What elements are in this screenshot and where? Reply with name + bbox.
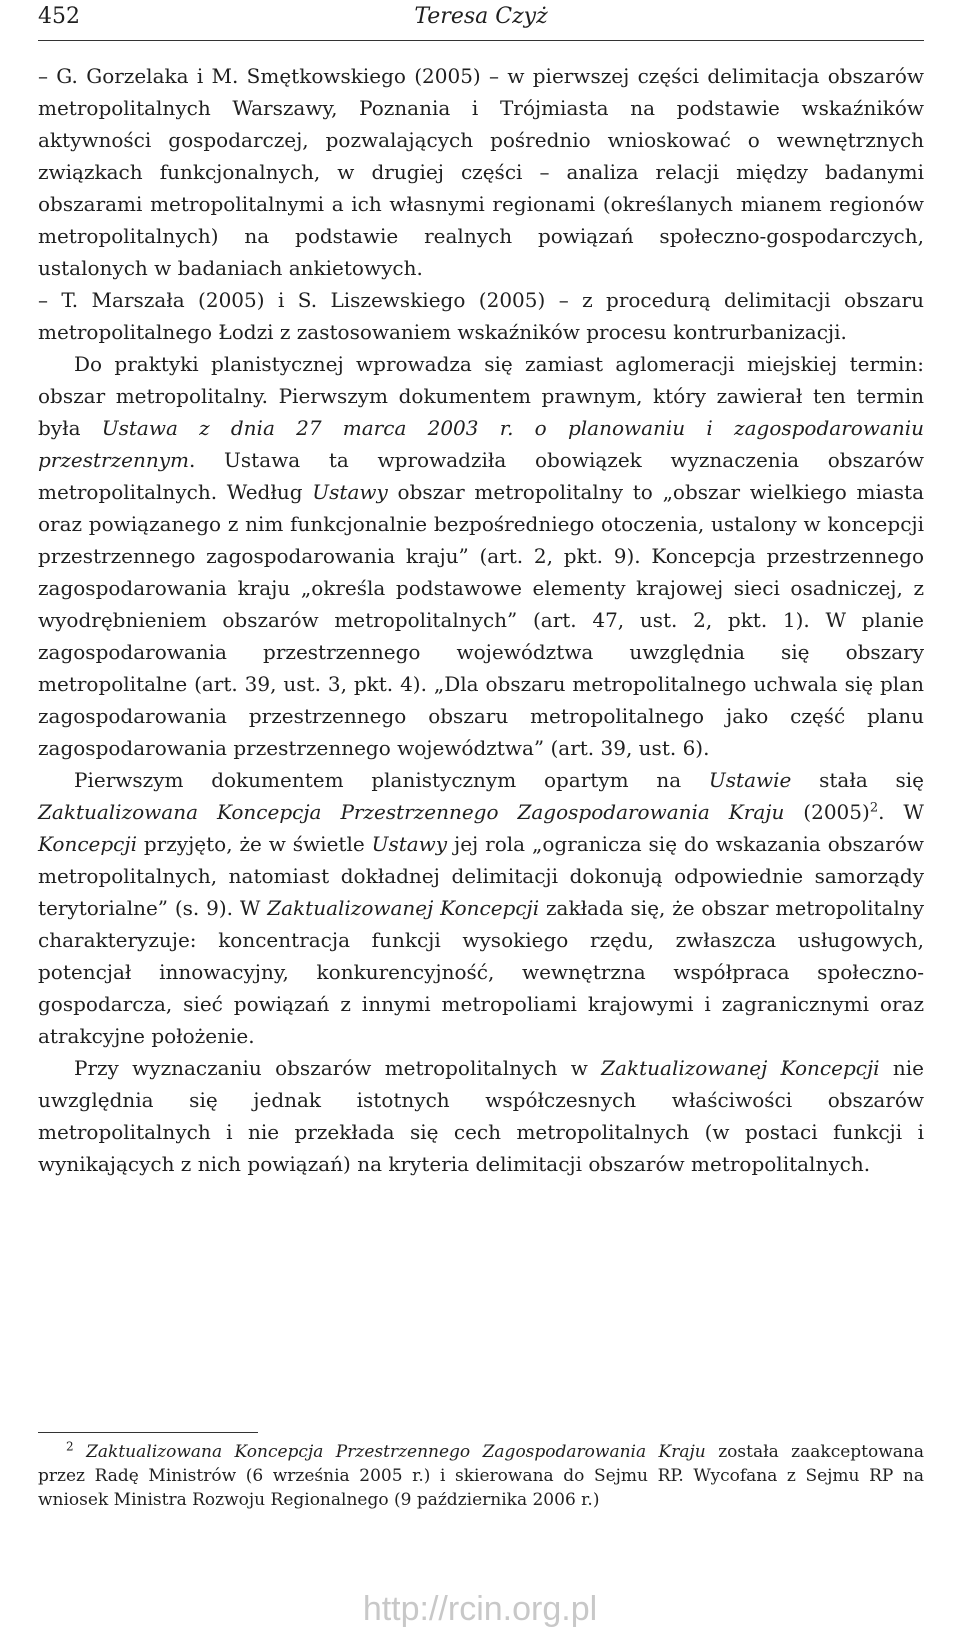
- paragraph-gorzelak: – G. Gorzelaka i M. Smętkowskiego (2005) – w pierwszej części delimitacja obszarów metropolitalnych Warszawy, Poznania i Trójmiasta na podstawie wskaźników aktywności gospodarczej, pozwalających pośrednio wnioskować o wewnętrznych związkach funkcjonalnych, w drugiej części – analiza relacji między badanymi obszarami metropolitalnymi a ich własnymi regionami (określanych mianem regionów metropolitalnych) na podstawie realnych powiązań społeczno-gospodarczych, ustalonych w badaniach ankietowych.: [38, 64, 924, 280]
- paragraph-delimitation-criteria: Przy wyznaczaniu obszarów metropolitalnych w Zaktualizowanej Koncepcji nie uwzględnia się jednak istotnych współczesnych właściwości obszarów metropolitalnych i nie przekłada się cech metropolitalnych (w postaci funkcji i wynikających z nich powiązań) na kryteria delimitacji obszarów metropolitalnych.: [38, 1056, 924, 1176]
- concept-title: Zaktualizowana Koncepcja Przestrzennego Zagospodarowania Kraju: [38, 800, 785, 824]
- law-title: Ustawa z dnia 27 marca 2003 r. o planowaniu i zagospodarowaniu przestrzennym: [38, 416, 924, 472]
- footnote-rule: [38, 1432, 258, 1433]
- footnote-mark: 2: [66, 1439, 74, 1454]
- body-text: [38, 60, 924, 1180]
- source-watermark: http://rcin.org.pl: [362, 1590, 598, 1628]
- page-number: 452: [38, 4, 80, 29]
- paragraph-marszal: – T. Marszała (2005) i S. Liszewskiego (2005) – z procedurą delimitacji obszaru metropolitalnego Łodzi z zastosowaniem wskaźników procesu kontrurbanizacji.: [38, 288, 924, 344]
- running-head-author: Teresa Czyż: [414, 4, 548, 29]
- footnote-reference: 2: [869, 800, 879, 816]
- paragraph-first-planning-document: Pierwszym dokumentem planistycznym opartym na Ustawie stała się Zaktualizowana Koncepcja Przestrzennego Zagospodarowania Kraju $(2005)^2$. W Koncepcji przyjęto, że w świetle Ustawy jej rola „ogranicza się do wskazania obszarów metropolitalnych, natomiast dokładnej delimitacji dokonują odpowiednie samorządy terytorialne” (s. 9). W Zaktualizowanej Koncepcji zakłada się, że obszar metropolitalny charakteryzuje: koncentracja funkcji wysokiego rzędu, zwłaszcza usługowych, potencjał innowacyjny, konkurencyjność, wewnętrzna współpraca społeczno-gospodarcza, sieć powiązań z innymi metropoliami krajowymi i zagranicznymi oraz atrakcyjne położenie.: [38, 768, 925, 1048]
- paragraph-planning-practice: Do praktyki planistycznej wprowadza się zamiast aglomeracji miejskiej termin: obszar metropolitalny. Pierwszym dokumentem prawnym, który zawierał ten termin była Ustawa z dnia 27 marca 2003 r. o planowaniu i zagospodarowaniu przestrzennym. Ustawa ta wprowadziła obowiązek wyznaczenia obszarów metropolitalnych. Według Ustawy obszar metropolitalny to „obszar wielkiego miasta oraz powiązanego z nim funkcjonalnie bezpośredniego otoczenia, ustalony w koncepcji przestrzennego zagospodarowania kraju” (art. 2, pkt. 9). Koncepcja przestrzennego zagospodarowania kraju „określa podstawowe elementy krajowej sieci osadniczej, z wyodrębnieniem obszarów metropolitalnych” (art. 47, ust. 2, pkt. 1). W planie zagospodarowania przestrzennego województwa uwzględnia się obszary metropolitalne (art. 39, ust. 3, pkt. 4). „Dla obszaru metropolitalnego uchwala się plan zagospodarowania przestrzennego obszaru metropolitalnego jako część planu zagospodarowania przestrzennego województwa” (art. 39, ust. 6).: [38, 352, 924, 760]
- running-head: [38, 0, 924, 41]
- footnote: $^2$ Zaktualizowana Koncepcja Przestrzennego Zagospodarowania Kraju została zaakceptowana przez Radę Ministrów (6 września 2005 r.) i skierowana do Sejmu RP. Wycofana z Sejmu RP na wniosek Ministra Rozwoju Regionalnego (9 października 2006 r.): [38, 1439, 925, 1510]
